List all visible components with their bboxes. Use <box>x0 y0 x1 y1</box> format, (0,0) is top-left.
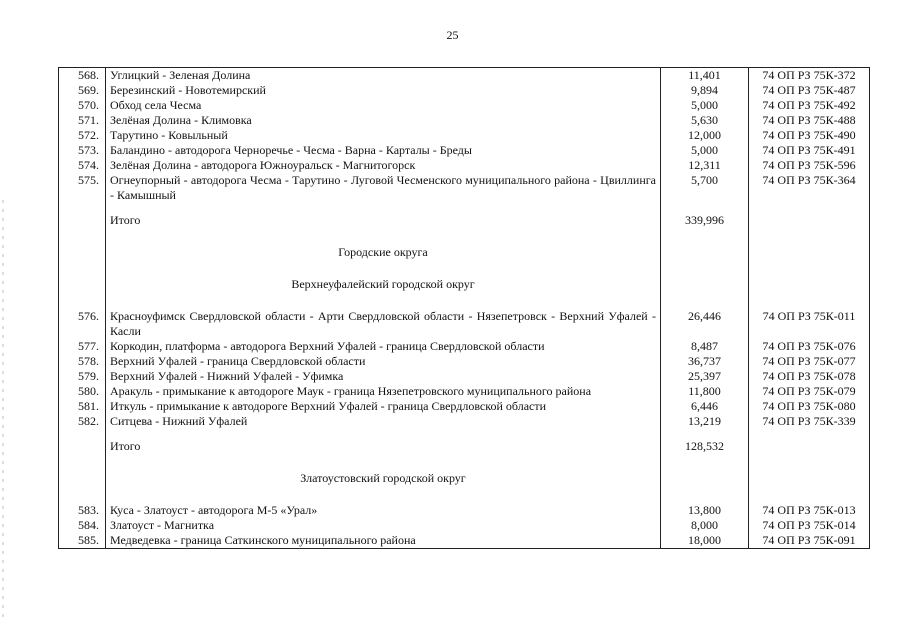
page-number: 25 <box>446 28 459 42</box>
row-number: 582. <box>59 414 106 429</box>
table-row <box>59 518 869 533</box>
row-number: 568. <box>59 68 106 83</box>
road-length: 5,700 <box>661 173 749 203</box>
road-name: Коркодин, платформа - автодорога Верхний Уфалей - граница Свердловской области <box>106 339 661 354</box>
section-heading: Городские округа <box>106 245 661 260</box>
road-code: 74 ОП РЗ 75К-078 <box>762 369 856 383</box>
road-name: Верхний Уфалей - граница Свердловской области <box>106 354 661 369</box>
road-name: Медведевка - граница Саткинского муниципального района <box>106 533 661 548</box>
table-row <box>59 98 869 113</box>
road-name: Зелёная Долина - Климовка <box>106 113 661 128</box>
road-length: 5,000 <box>661 98 749 113</box>
rows-group-a <box>59 68 869 203</box>
spacer-row <box>59 429 869 439</box>
road-name: Углицкий - Зеленая Долина <box>106 68 661 83</box>
row-number: 576. <box>59 309 106 339</box>
table-row <box>59 399 869 414</box>
road-length: 26,446 <box>661 309 749 339</box>
district-heading-row <box>59 277 869 292</box>
total-label: Итого <box>106 439 661 454</box>
road-code: 74 ОП РЗ 75К-077 <box>762 354 856 368</box>
row-number: 572. <box>59 128 106 143</box>
total-row <box>59 439 869 454</box>
road-name: Аракуль - примыкание к автодороге Маук - граница Нязепетровского муниципального района <box>106 384 661 399</box>
road-length: 5,000 <box>661 143 749 158</box>
table-row <box>59 173 869 203</box>
road-code: 74 ОП РЗ 75К-596 <box>762 158 856 172</box>
road-length: 13,800 <box>661 503 749 518</box>
row-number: 584. <box>59 518 106 533</box>
row-number: 585. <box>59 533 106 548</box>
row-number: 569. <box>59 83 106 98</box>
district-heading: Златоустовский городской округ <box>106 471 661 486</box>
spacer-row <box>59 292 869 309</box>
table-row <box>59 143 869 158</box>
road-code: 74 ОП РЗ 75К-080 <box>762 399 856 413</box>
row-number: 578. <box>59 354 106 369</box>
table-row <box>59 158 869 173</box>
road-code: 74 ОП РЗ 75К-013 <box>762 503 856 517</box>
road-code: 74 ОП РЗ 75К-079 <box>762 384 856 398</box>
road-code: 74 ОП РЗ 75К-339 <box>762 414 856 428</box>
road-name: Куса - Златоуст - автодорога М-5 «Урал» <box>106 503 661 518</box>
road-name: Златоуст - Магнитка <box>106 518 661 533</box>
table-row <box>59 309 869 339</box>
road-code: 74 ОП РЗ 75К-491 <box>762 143 856 157</box>
row-number: 573. <box>59 143 106 158</box>
table-row <box>59 339 869 354</box>
table-row <box>59 68 869 83</box>
row-number: 579. <box>59 369 106 384</box>
table-row <box>59 354 869 369</box>
table-row <box>59 128 869 143</box>
row-number: 581. <box>59 399 106 414</box>
road-length: 18,000 <box>661 533 749 548</box>
road-code: 74 ОП РЗ 75К-490 <box>762 128 856 142</box>
road-code: 74 ОП РЗ 75К-488 <box>762 113 856 127</box>
road-length: 8,000 <box>661 518 749 533</box>
row-number: 571. <box>59 113 106 128</box>
row-number: 583. <box>59 503 106 518</box>
road-length: 8,487 <box>661 339 749 354</box>
road-register-table <box>58 67 870 549</box>
road-code: 74 ОП РЗ 75К-076 <box>762 339 856 353</box>
road-code: 74 ОП РЗ 75К-364 <box>762 173 856 187</box>
table-row <box>59 113 869 128</box>
total-value: 339,996 <box>661 213 749 228</box>
total-label: Итого <box>106 213 661 228</box>
table-row <box>59 503 869 518</box>
road-length: 13,219 <box>661 414 749 429</box>
spacer-row <box>59 486 869 503</box>
road-name: Верхний Уфалей - Нижний Уфалей - Уфимка <box>106 369 661 384</box>
road-name: Иткуль - примыкание к автодороге Верхний Уфалей - граница Свердловской области <box>106 399 661 414</box>
road-code: 74 ОП РЗ 75К-091 <box>762 533 856 547</box>
road-length: 36,737 <box>661 354 749 369</box>
road-name: Зелёная Долина - автодорога Южноуральск - Магнитогорск <box>106 158 661 173</box>
total-value: 128,532 <box>661 439 749 454</box>
scan-edge-marks <box>2 200 4 620</box>
spacer-row <box>59 260 869 277</box>
row-number: 575. <box>59 173 106 203</box>
road-length: 25,397 <box>661 369 749 384</box>
road-length: 11,800 <box>661 384 749 399</box>
road-code: 74 ОП РЗ 75К-487 <box>762 83 856 97</box>
total-row <box>59 213 869 228</box>
road-length: 6,446 <box>661 399 749 414</box>
spacer-row <box>59 203 869 213</box>
road-length: 11,401 <box>661 68 749 83</box>
spacer-row <box>59 228 869 245</box>
road-name: Огнеупорный - автодорога Чесма - Тарутино - Луговой Чесменского муниципального района - Цвиллинга - Камышный <box>106 173 661 203</box>
district-heading-row <box>59 471 869 486</box>
table-row <box>59 533 869 548</box>
rows-group-b <box>59 309 869 429</box>
table-row <box>59 369 869 384</box>
row-number: 574. <box>59 158 106 173</box>
road-code: 74 ОП РЗ 75К-014 <box>762 518 856 532</box>
road-name: Обход села Чесма <box>106 98 661 113</box>
road-name: Красноуфимск Свердловской области - Арти Свердловской области - Нязепетровск - Верхний Уфалей - Касли <box>106 309 661 339</box>
road-name: Тарутино - Ковыльный <box>106 128 661 143</box>
row-number: 580. <box>59 384 106 399</box>
road-code: 74 ОП РЗ 75К-372 <box>762 68 856 82</box>
section-heading-row <box>59 245 869 260</box>
road-code: 74 ОП РЗ 75К-492 <box>762 98 856 112</box>
road-code: 74 ОП РЗ 75К-011 <box>762 309 856 323</box>
table-row <box>59 83 869 98</box>
road-name: Баландино - автодорога Черноречье - Чесма - Варна - Карталы - Бреды <box>106 143 661 158</box>
road-name: Березинский - Новотемирский <box>106 83 661 98</box>
spacer-row <box>59 454 869 471</box>
road-name: Ситцева - Нижний Уфалей <box>106 414 661 429</box>
table-row <box>59 414 869 429</box>
road-length: 9,894 <box>661 83 749 98</box>
row-number: 570. <box>59 98 106 113</box>
road-length: 5,630 <box>661 113 749 128</box>
rows-group-c <box>59 503 869 548</box>
road-length: 12,000 <box>661 128 749 143</box>
district-heading: Верхнеуфалейский городской округ <box>106 277 661 292</box>
table-row <box>59 384 869 399</box>
row-number: 577. <box>59 339 106 354</box>
road-length: 12,311 <box>661 158 749 173</box>
